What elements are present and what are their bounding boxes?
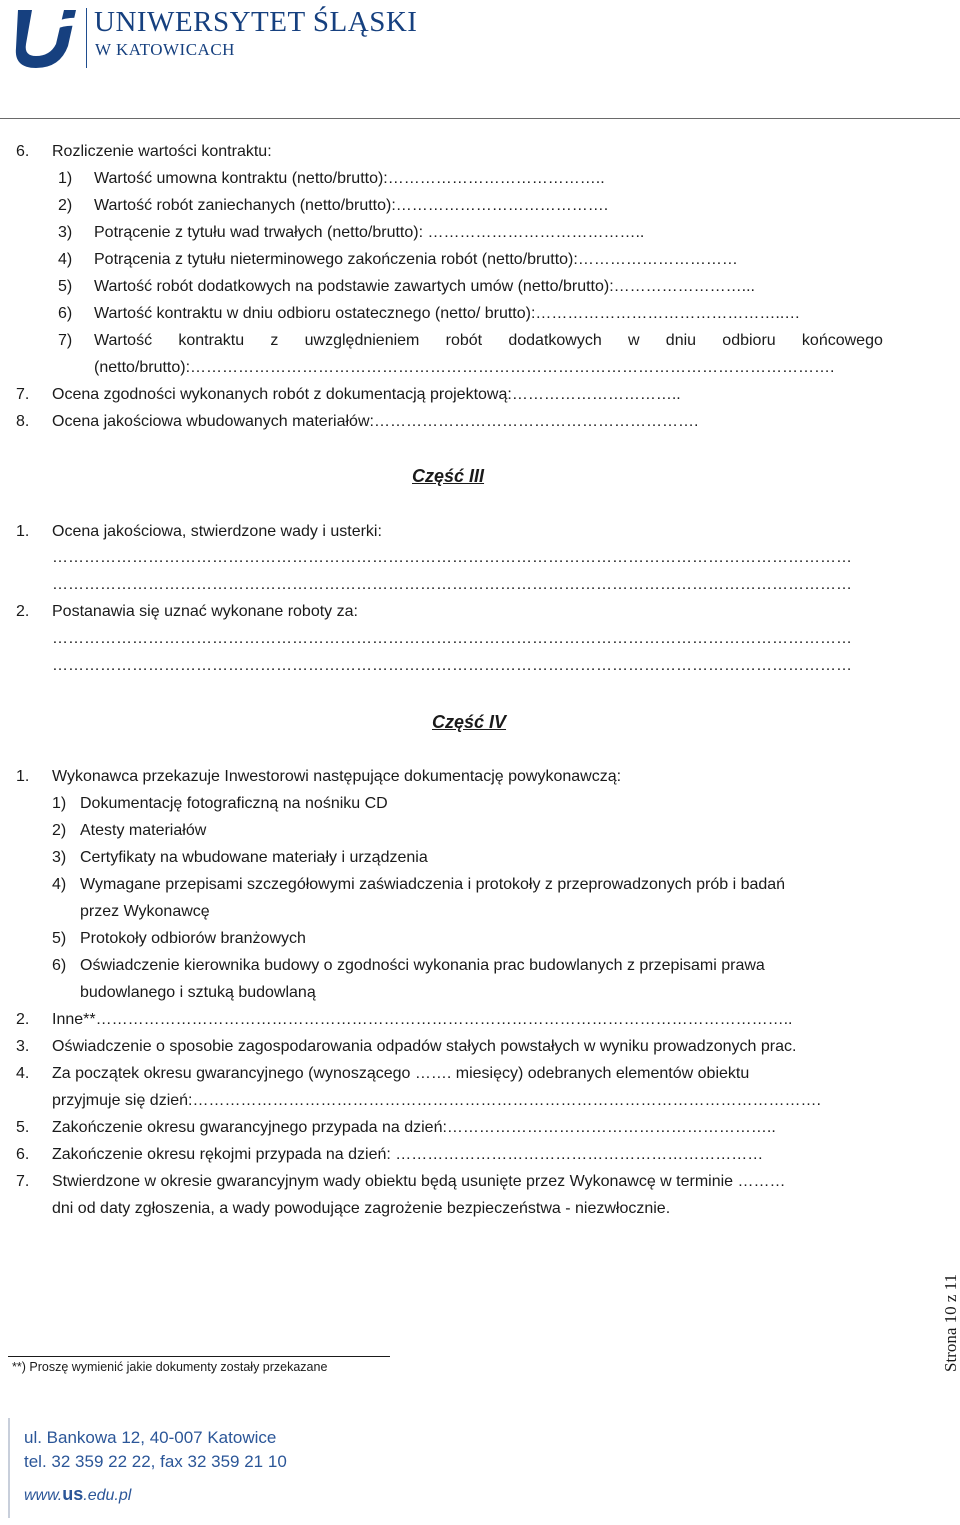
header-divider [0,118,960,119]
page-number: Strona 10 z 11 [941,1273,960,1372]
blank-line: …………………………………………………………………………………………………………………………………… [52,630,852,647]
university-name: UNIWERSYTET ŚLĄSKI [94,6,418,38]
part-4-heading: Część IV [432,712,507,732]
footer-phone: tel. 32 359 22 22, fax 32 359 21 10 [24,1452,287,1471]
footer-address: ul. Bankowa 12, 40-007 Katowice [24,1428,277,1447]
footer-accent-bar [8,1418,10,1518]
university-logo-icon [10,4,80,70]
blank-line: …………………………………………………………………………………………………………………………………… [52,549,852,566]
part-3-heading: Część III [412,466,485,486]
logo-divider [86,8,87,68]
blank-line: …………………………………………………………………………………………………………………………………… [52,576,852,593]
university-city: W KATOWICACH [95,40,235,59]
blank-line: …………………………………………………………………………………………………………………………………… [52,657,852,674]
footnote-separator [8,1356,390,1357]
footnote: **) Proszę wymienić jakie dokumenty zostały przekazane [12,1360,328,1374]
footer-website-link[interactable]: www.us.edu.pl [24,1484,132,1504]
justified-text: Wartość kontraktu z uwzględnieniem robót dodatkowych w dniu odbioru końcowego [94,332,883,349]
